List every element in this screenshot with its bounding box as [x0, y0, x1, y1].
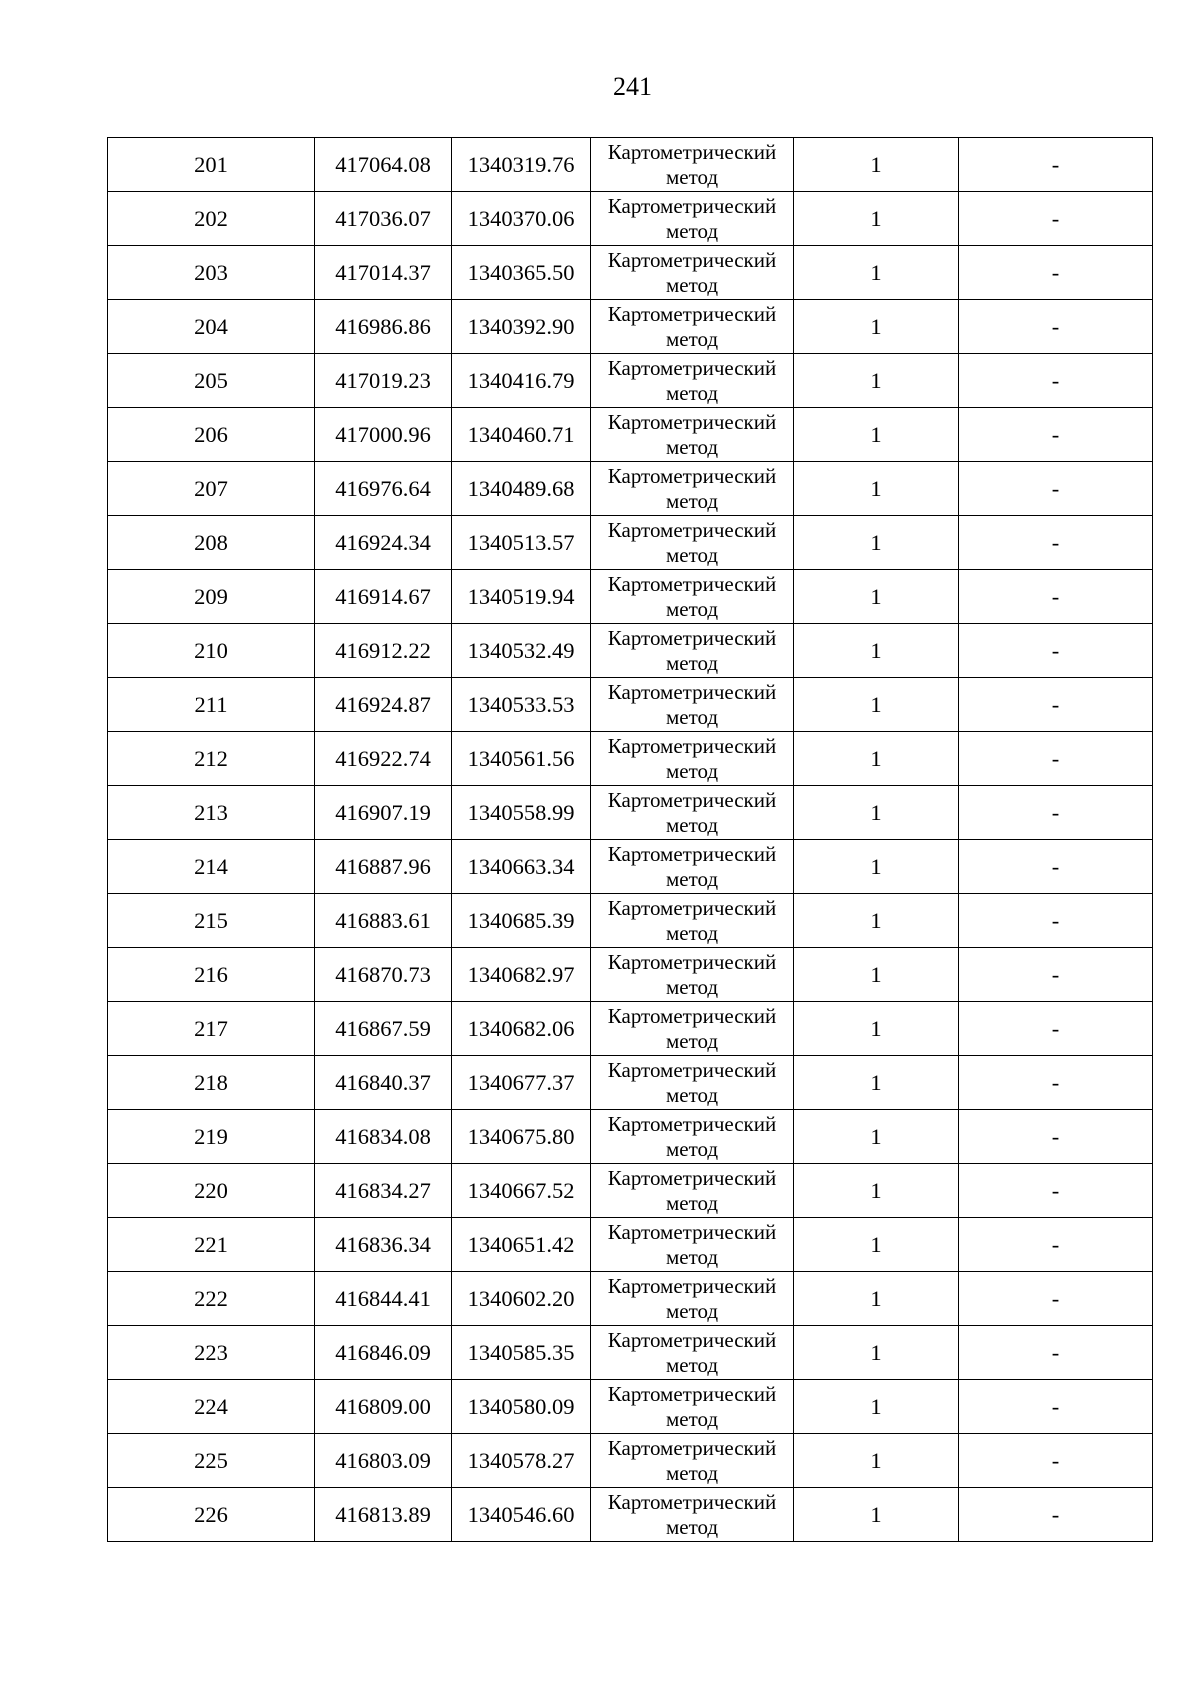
method-label-line2: метод: [665, 812, 719, 837]
y-coordinate-cell: 1340319.76: [452, 138, 591, 192]
y-coordinate-cell: 1340416.79: [452, 354, 591, 408]
accuracy-cell: 1: [794, 624, 959, 678]
method-label-line2: метод: [665, 1298, 719, 1323]
point-number-cell: 206: [108, 408, 315, 462]
method-label-line2: метод: [665, 1136, 719, 1161]
table-row: [108, 1110, 1153, 1164]
x-coordinate-cell: 416844.41: [315, 1272, 452, 1326]
method-cell: [591, 732, 794, 786]
accuracy-cell: 1: [794, 408, 959, 462]
method-cell: [591, 408, 794, 462]
point-number-cell: 221: [108, 1218, 315, 1272]
method-cell: [591, 570, 794, 624]
method-label-line2: метод: [665, 650, 719, 675]
description-cell: -: [959, 1488, 1153, 1542]
method-label-line1: Картометрический: [607, 679, 777, 704]
x-coordinate-cell: 416922.74: [315, 732, 452, 786]
method-cell: [591, 138, 794, 192]
y-coordinate-cell: 1340558.99: [452, 786, 591, 840]
table-row: [108, 624, 1153, 678]
method-label-line2: метод: [665, 1514, 719, 1539]
method-label-line2: метод: [665, 1406, 719, 1431]
x-coordinate-cell: 416976.64: [315, 462, 452, 516]
y-coordinate-cell: 1340392.90: [452, 300, 591, 354]
method-label-line2: метод: [665, 920, 719, 945]
method-label-line1: Картометрический: [607, 355, 777, 380]
method-label-line2: метод: [665, 1352, 719, 1377]
description-cell: -: [959, 300, 1153, 354]
y-coordinate-cell: 1340682.97: [452, 948, 591, 1002]
table-row: [108, 408, 1153, 462]
description-cell: -: [959, 894, 1153, 948]
method-label-line2: метод: [665, 164, 719, 189]
table-row: [108, 462, 1153, 516]
point-number-cell: 214: [108, 840, 315, 894]
description-cell: -: [959, 192, 1153, 246]
method-cell: [591, 1488, 794, 1542]
x-coordinate-cell: 416813.89: [315, 1488, 452, 1542]
x-coordinate-cell: 416836.34: [315, 1218, 452, 1272]
description-cell: -: [959, 462, 1153, 516]
method-label-line2: метод: [665, 434, 719, 459]
point-number-cell: 224: [108, 1380, 315, 1434]
method-label-line1: Картометрический: [607, 1165, 777, 1190]
accuracy-cell: 1: [794, 462, 959, 516]
y-coordinate-cell: 1340561.56: [452, 732, 591, 786]
description-cell: -: [959, 732, 1153, 786]
method-label-line1: Картометрический: [607, 895, 777, 920]
accuracy-cell: 1: [794, 1380, 959, 1434]
method-cell: [591, 192, 794, 246]
y-coordinate-cell: 1340682.06: [452, 1002, 591, 1056]
description-cell: -: [959, 1326, 1153, 1380]
accuracy-cell: 1: [794, 678, 959, 732]
table-row: [108, 138, 1153, 192]
table-row: [108, 1434, 1153, 1488]
method-label-line1: Картометрический: [607, 463, 777, 488]
method-cell: [591, 246, 794, 300]
table-row: [108, 1056, 1153, 1110]
method-cell: [591, 1434, 794, 1488]
point-number-cell: 210: [108, 624, 315, 678]
description-cell: -: [959, 1272, 1153, 1326]
method-cell: [591, 516, 794, 570]
x-coordinate-cell: 416846.09: [315, 1326, 452, 1380]
table-row: [108, 354, 1153, 408]
point-number-cell: 218: [108, 1056, 315, 1110]
table-row: [108, 300, 1153, 354]
method-cell: [591, 1002, 794, 1056]
table-row: [108, 1272, 1153, 1326]
point-number-cell: 219: [108, 1110, 315, 1164]
description-cell: -: [959, 1056, 1153, 1110]
y-coordinate-cell: 1340663.34: [452, 840, 591, 894]
method-label-line2: метод: [665, 218, 719, 243]
method-cell: [591, 948, 794, 1002]
accuracy-cell: 1: [794, 1218, 959, 1272]
point-number-cell: 217: [108, 1002, 315, 1056]
accuracy-cell: 1: [794, 1164, 959, 1218]
description-cell: -: [959, 1434, 1153, 1488]
point-number-cell: 223: [108, 1326, 315, 1380]
x-coordinate-cell: 416867.59: [315, 1002, 452, 1056]
y-coordinate-cell: 1340578.27: [452, 1434, 591, 1488]
accuracy-cell: 1: [794, 894, 959, 948]
method-label-line1: Картометрический: [607, 1003, 777, 1028]
method-cell: [591, 462, 794, 516]
y-coordinate-cell: 1340677.37: [452, 1056, 591, 1110]
description-cell: -: [959, 840, 1153, 894]
accuracy-cell: 1: [794, 1002, 959, 1056]
method-cell: [591, 786, 794, 840]
method-label-line1: Картометрический: [607, 193, 777, 218]
accuracy-cell: 1: [794, 1326, 959, 1380]
method-label-line1: Картометрический: [607, 1489, 777, 1514]
accuracy-cell: 1: [794, 786, 959, 840]
accuracy-cell: 1: [794, 354, 959, 408]
description-cell: -: [959, 1002, 1153, 1056]
coordinates-table: [107, 137, 1153, 1542]
description-cell: -: [959, 678, 1153, 732]
x-coordinate-cell: 416803.09: [315, 1434, 452, 1488]
accuracy-cell: 1: [794, 840, 959, 894]
method-label-line1: Картометрический: [607, 841, 777, 866]
y-coordinate-cell: 1340546.60: [452, 1488, 591, 1542]
x-coordinate-cell: 416907.19: [315, 786, 452, 840]
accuracy-cell: 1: [794, 1434, 959, 1488]
method-label-line1: Картометрический: [607, 1381, 777, 1406]
method-label-line1: Картометрический: [607, 139, 777, 164]
table-row: [108, 1488, 1153, 1542]
x-coordinate-cell: 416924.34: [315, 516, 452, 570]
accuracy-cell: 1: [794, 948, 959, 1002]
point-number-cell: 204: [108, 300, 315, 354]
y-coordinate-cell: 1340675.80: [452, 1110, 591, 1164]
x-coordinate-cell: 416870.73: [315, 948, 452, 1002]
x-coordinate-cell: 416809.00: [315, 1380, 452, 1434]
method-label-line2: метод: [665, 542, 719, 567]
method-label-line1: Картометрический: [607, 1273, 777, 1298]
point-number-cell: 203: [108, 246, 315, 300]
accuracy-cell: 1: [794, 1272, 959, 1326]
method-label-line1: Картометрический: [607, 571, 777, 596]
accuracy-cell: 1: [794, 732, 959, 786]
method-label-line2: метод: [665, 380, 719, 405]
x-coordinate-cell: 417000.96: [315, 408, 452, 462]
description-cell: -: [959, 1164, 1153, 1218]
point-number-cell: 212: [108, 732, 315, 786]
method-label-line2: метод: [665, 1460, 719, 1485]
table-row: [108, 1380, 1153, 1434]
method-label-line1: Картометрический: [607, 1219, 777, 1244]
table-row: [108, 840, 1153, 894]
method-label-line2: метод: [665, 758, 719, 783]
y-coordinate-cell: 1340602.20: [452, 1272, 591, 1326]
point-number-cell: 209: [108, 570, 315, 624]
point-number-cell: 213: [108, 786, 315, 840]
method-cell: [591, 678, 794, 732]
x-coordinate-cell: 417014.37: [315, 246, 452, 300]
page-number: 241: [613, 72, 652, 101]
method-label-line2: метод: [665, 1244, 719, 1269]
accuracy-cell: 1: [794, 1488, 959, 1542]
point-number-cell: 220: [108, 1164, 315, 1218]
point-number-cell: 226: [108, 1488, 315, 1542]
description-cell: -: [959, 354, 1153, 408]
x-coordinate-cell: 416883.61: [315, 894, 452, 948]
x-coordinate-cell: 416986.86: [315, 300, 452, 354]
method-cell: [591, 1218, 794, 1272]
point-number-cell: 211: [108, 678, 315, 732]
accuracy-cell: 1: [794, 1056, 959, 1110]
x-coordinate-cell: 416840.37: [315, 1056, 452, 1110]
method-label-line1: Картометрический: [607, 949, 777, 974]
y-coordinate-cell: 1340365.50: [452, 246, 591, 300]
point-number-cell: 208: [108, 516, 315, 570]
method-cell: [591, 1056, 794, 1110]
description-cell: -: [959, 1380, 1153, 1434]
table-row: [108, 1326, 1153, 1380]
table-row: [108, 948, 1153, 1002]
method-label-line2: метод: [665, 704, 719, 729]
method-label-line1: Картометрический: [607, 1111, 777, 1136]
description-cell: -: [959, 516, 1153, 570]
x-coordinate-cell: 417019.23: [315, 354, 452, 408]
description-cell: -: [959, 624, 1153, 678]
y-coordinate-cell: 1340580.09: [452, 1380, 591, 1434]
table-row: [108, 678, 1153, 732]
x-coordinate-cell: 417036.07: [315, 192, 452, 246]
y-coordinate-cell: 1340651.42: [452, 1218, 591, 1272]
method-label-line2: метод: [665, 1082, 719, 1107]
table-row: [108, 1218, 1153, 1272]
accuracy-cell: 1: [794, 192, 959, 246]
description-cell: -: [959, 948, 1153, 1002]
point-number-cell: 216: [108, 948, 315, 1002]
description-cell: -: [959, 786, 1153, 840]
y-coordinate-cell: 1340667.52: [452, 1164, 591, 1218]
method-cell: [591, 894, 794, 948]
description-cell: -: [959, 1110, 1153, 1164]
table-row: [108, 192, 1153, 246]
accuracy-cell: 1: [794, 246, 959, 300]
method-label-line2: метод: [665, 596, 719, 621]
method-label-line1: Картометрический: [607, 733, 777, 758]
method-label-line1: Картометрический: [607, 1327, 777, 1352]
table-row: [108, 1002, 1153, 1056]
point-number-cell: 201: [108, 138, 315, 192]
point-number-cell: 225: [108, 1434, 315, 1488]
method-label-line2: метод: [665, 974, 719, 999]
point-number-cell: 202: [108, 192, 315, 246]
method-label-line2: метод: [665, 1028, 719, 1053]
point-number-cell: 215: [108, 894, 315, 948]
table-row: [108, 786, 1153, 840]
x-coordinate-cell: 416912.22: [315, 624, 452, 678]
method-label-line1: Картометрический: [607, 787, 777, 812]
method-label-line1: Картометрический: [607, 301, 777, 326]
table-body: [108, 138, 1153, 1542]
y-coordinate-cell: 1340370.06: [452, 192, 591, 246]
method-label-line1: Картометрический: [607, 517, 777, 542]
description-cell: -: [959, 246, 1153, 300]
method-cell: [591, 1326, 794, 1380]
method-label-line2: метод: [665, 272, 719, 297]
point-number-cell: 207: [108, 462, 315, 516]
method-cell: [591, 624, 794, 678]
x-coordinate-cell: 416834.08: [315, 1110, 452, 1164]
method-label-line1: Картометрический: [607, 247, 777, 272]
y-coordinate-cell: 1340533.53: [452, 678, 591, 732]
y-coordinate-cell: 1340519.94: [452, 570, 591, 624]
y-coordinate-cell: 1340532.49: [452, 624, 591, 678]
method-label-line2: метод: [665, 866, 719, 891]
method-label-line1: Картометрический: [607, 409, 777, 434]
table-row: [108, 516, 1153, 570]
method-label-line2: метод: [665, 1190, 719, 1215]
description-cell: -: [959, 138, 1153, 192]
description-cell: -: [959, 570, 1153, 624]
description-cell: -: [959, 1218, 1153, 1272]
method-label-line1: Картометрический: [607, 1435, 777, 1460]
description-cell: -: [959, 408, 1153, 462]
accuracy-cell: 1: [794, 1110, 959, 1164]
point-number-cell: 205: [108, 354, 315, 408]
table-row: [108, 732, 1153, 786]
method-cell: [591, 1164, 794, 1218]
table-row: [108, 894, 1153, 948]
accuracy-cell: 1: [794, 516, 959, 570]
point-number-cell: 222: [108, 1272, 315, 1326]
method-cell: [591, 840, 794, 894]
y-coordinate-cell: 1340685.39: [452, 894, 591, 948]
x-coordinate-cell: 416924.87: [315, 678, 452, 732]
method-cell: [591, 354, 794, 408]
accuracy-cell: 1: [794, 300, 959, 354]
method-label-line1: Картометрический: [607, 1057, 777, 1082]
x-coordinate-cell: 416834.27: [315, 1164, 452, 1218]
y-coordinate-cell: 1340489.68: [452, 462, 591, 516]
method-cell: [591, 300, 794, 354]
method-label-line1: Картометрический: [607, 625, 777, 650]
accuracy-cell: 1: [794, 138, 959, 192]
y-coordinate-cell: 1340513.57: [452, 516, 591, 570]
accuracy-cell: 1: [794, 570, 959, 624]
method-label-line2: метод: [665, 326, 719, 351]
table-row: [108, 570, 1153, 624]
method-label-line2: метод: [665, 488, 719, 513]
x-coordinate-cell: 416887.96: [315, 840, 452, 894]
y-coordinate-cell: 1340460.71: [452, 408, 591, 462]
x-coordinate-cell: 417064.08: [315, 138, 452, 192]
x-coordinate-cell: 416914.67: [315, 570, 452, 624]
table-row: [108, 246, 1153, 300]
table-row: [108, 1164, 1153, 1218]
method-cell: [591, 1110, 794, 1164]
method-cell: [591, 1272, 794, 1326]
method-cell: [591, 1380, 794, 1434]
y-coordinate-cell: 1340585.35: [452, 1326, 591, 1380]
